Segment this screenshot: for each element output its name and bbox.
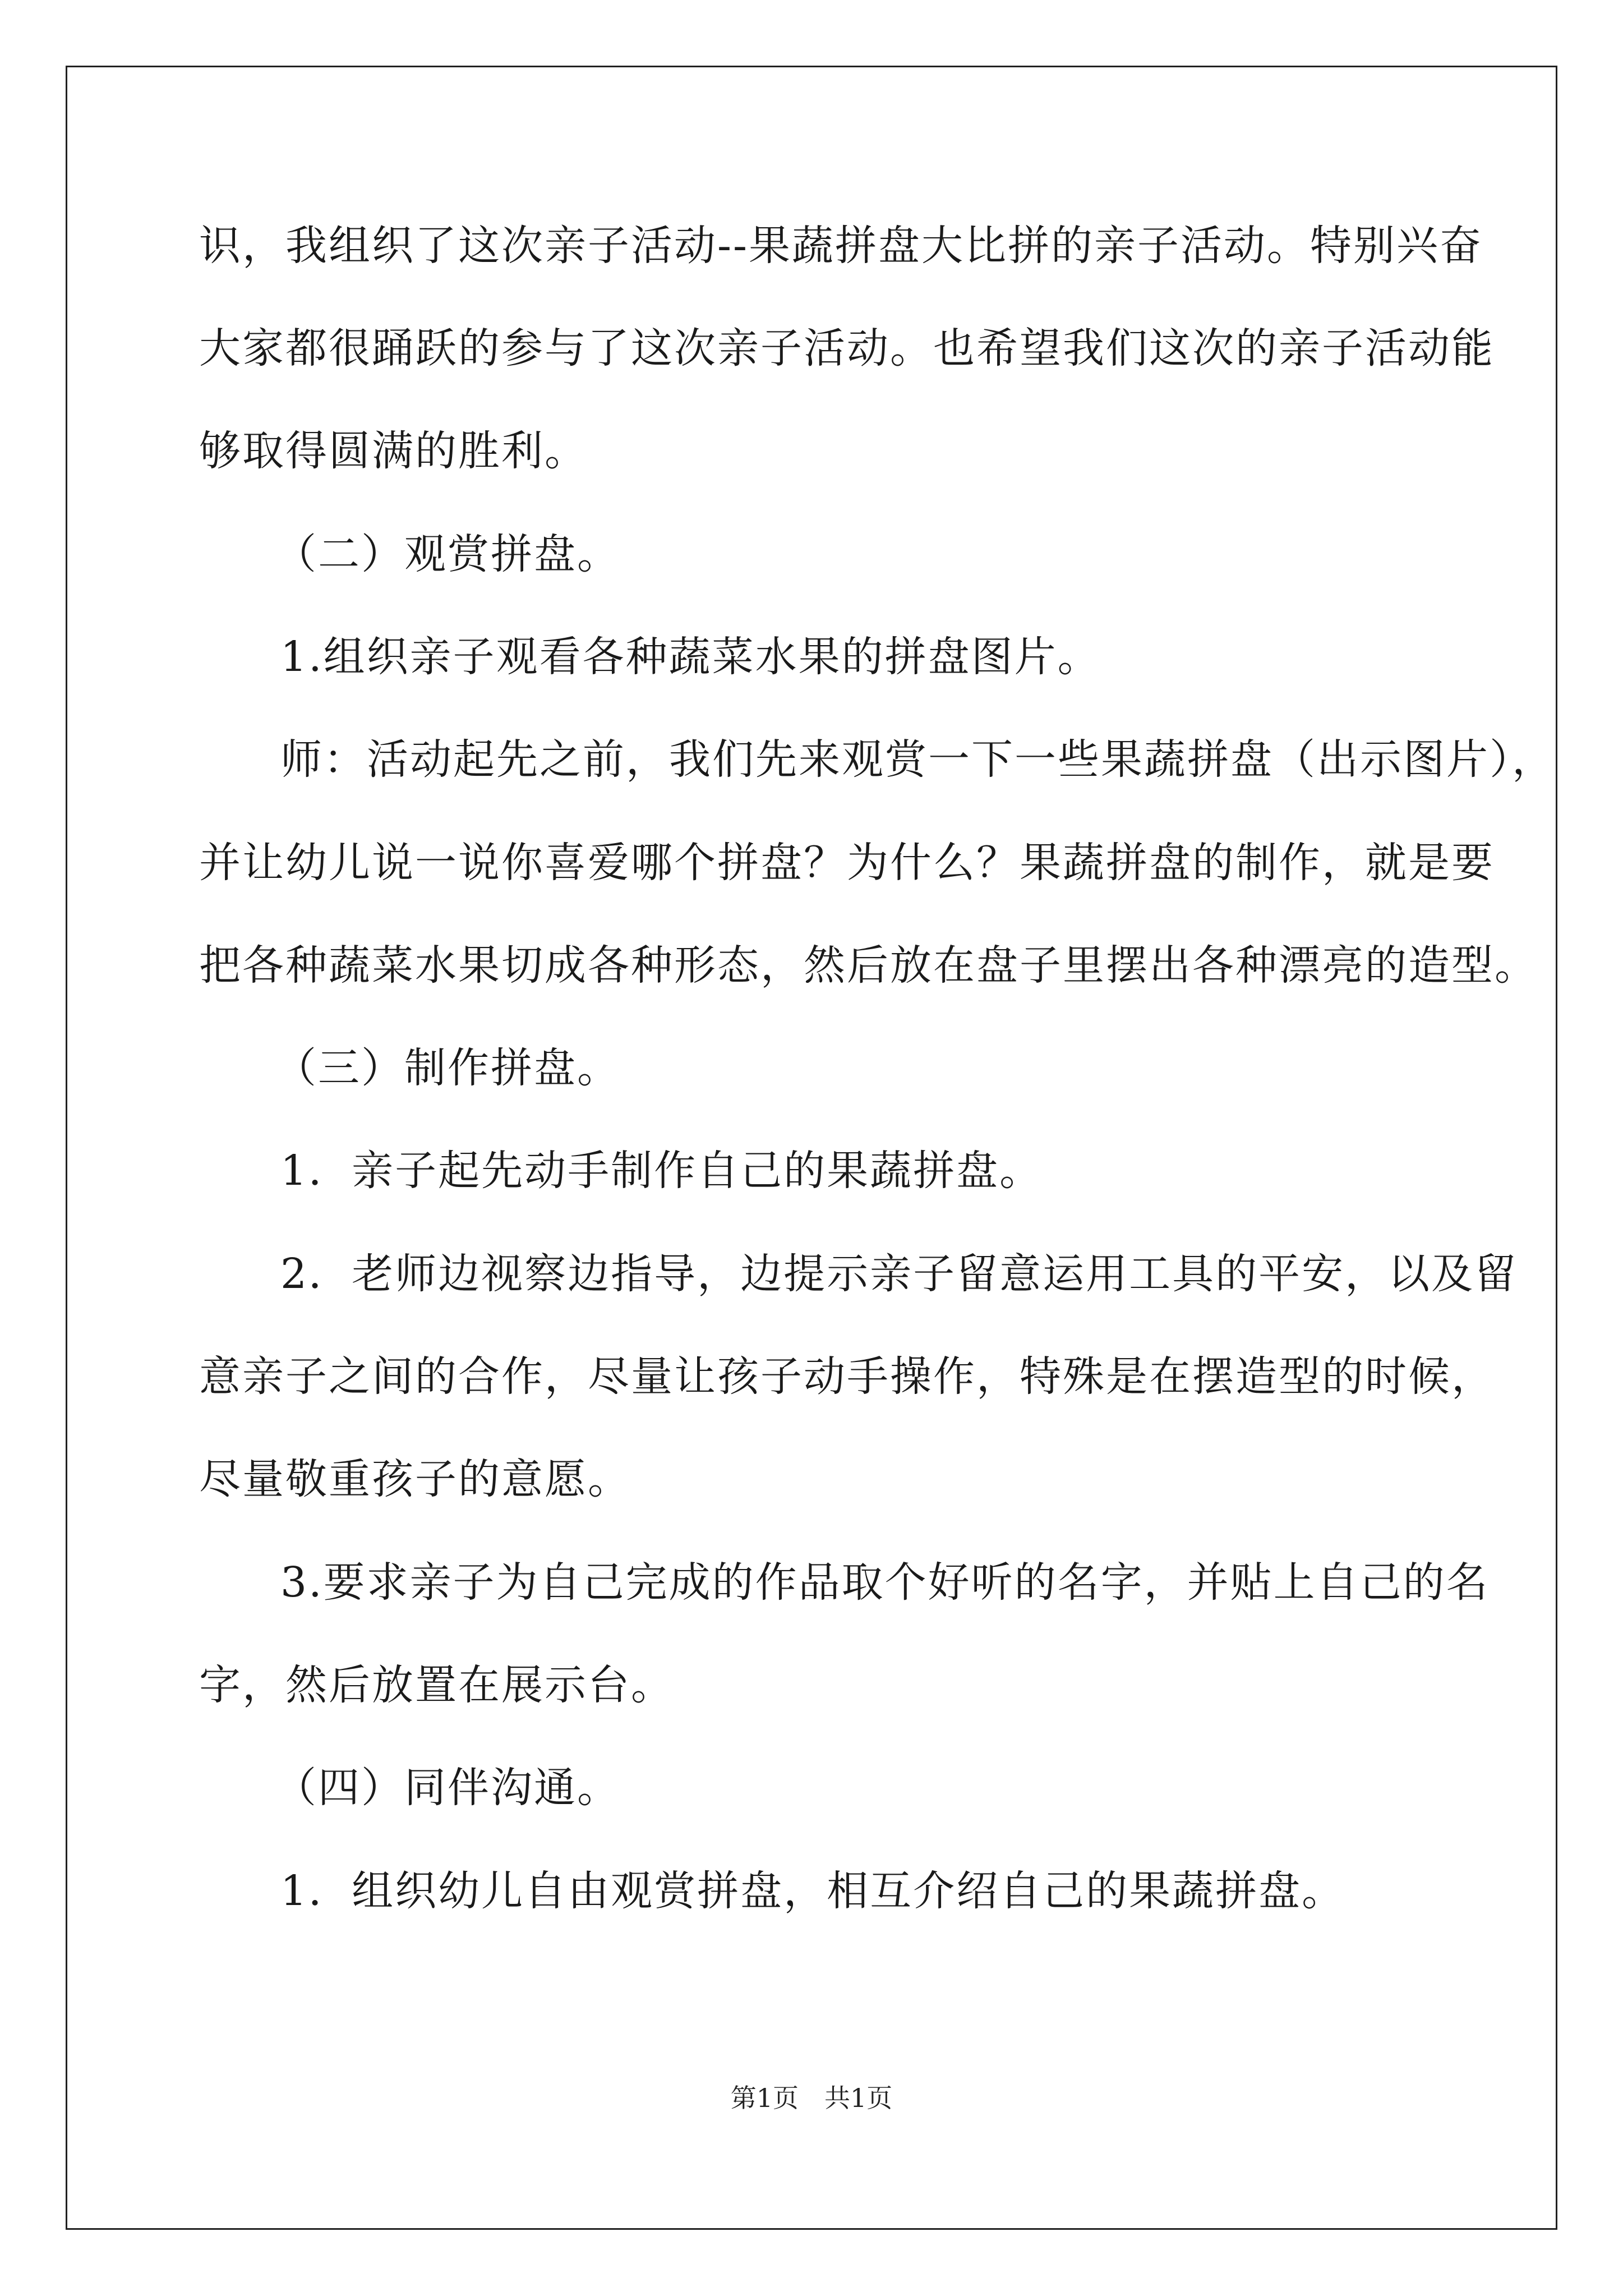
- text-line: 3.要求亲子为自己完成的作品取个好听的名字，并贴上自己的名: [280, 1558, 1490, 1607]
- page-footer: 第1页 共1页: [730, 2083, 893, 2113]
- section-heading: （二）观赏拼盘。: [275, 530, 620, 578]
- section-heading: （三）制作拼盘。: [275, 1044, 620, 1092]
- text-line: 并让幼儿说一说你喜爱哪个拼盘？为什么？果蔬拼盘的制作，就是要: [199, 839, 1495, 887]
- text-line: 大家都很踊跃的参与了这次亲子活动。也希望我们这次的亲子活动能: [199, 324, 1495, 372]
- text-line: 识，我组织了这次亲子活动--果蔬拼盘大比拼的亲子活动。特别兴奋: [199, 222, 1483, 270]
- text-line: 1．亲子起先动手制作自己的果蔬拼盘。: [280, 1147, 1043, 1195]
- text-line: 意亲子之间的合作，尽量让孩子动手操作，特殊是在摆造型的时候，: [199, 1352, 1495, 1401]
- text-line: 2．老师边视察边指导，边提示亲子留意运用工具的平安，以及留: [280, 1250, 1518, 1298]
- text-line: 尽量敬重孩子的意愿。: [199, 1455, 631, 1503]
- text-line: 1．组织幼儿自由观赏拼盘，相互介绍自己的果蔬拼盘。: [280, 1867, 1345, 1915]
- text-line: 字，然后放置在展示台。: [199, 1661, 674, 1709]
- text-line: 师：活动起先之前，我们先来观赏一下一些果蔬拼盘（出示图片），: [280, 735, 1555, 784]
- text-line: 1.组织亲子观看各种蔬菜水果的拼盘图片。: [280, 633, 1101, 681]
- section-heading: （四）同伴沟通。: [275, 1764, 620, 1812]
- text-line: 把各种蔬菜水果切成各种形态，然后放在盘子里摆出各种漂亮的造型。: [199, 941, 1538, 990]
- text-line: 够取得圆满的胜利。: [199, 427, 588, 475]
